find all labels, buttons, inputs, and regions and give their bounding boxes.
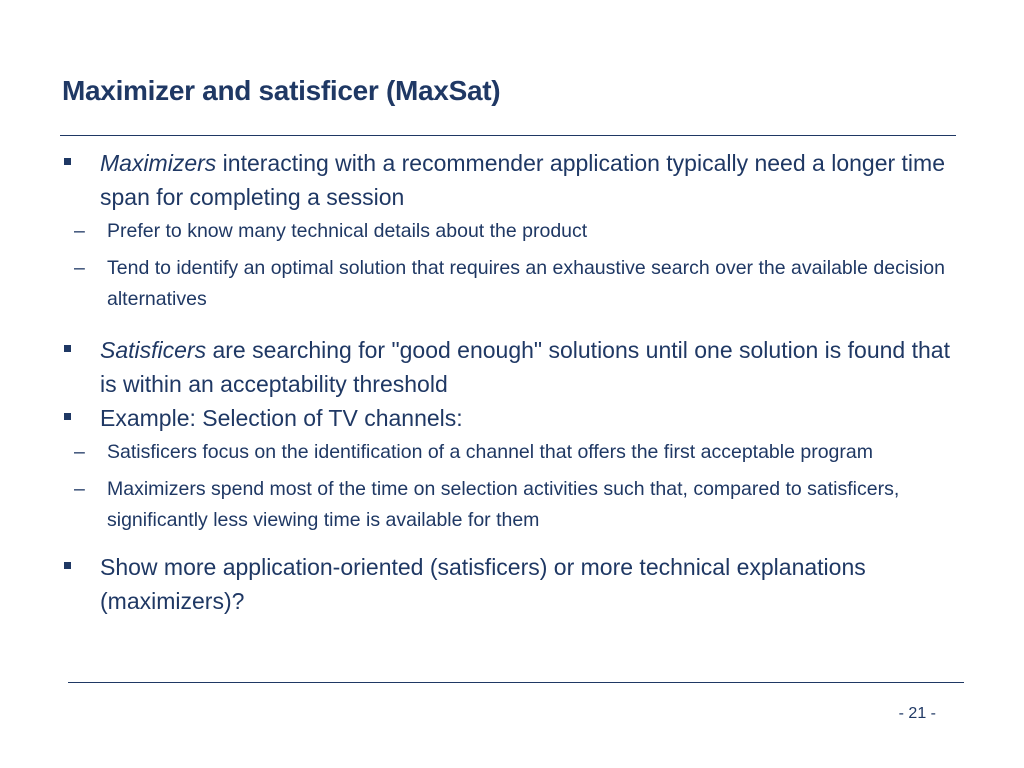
bullet-text: Example: Selection of TV channels: [100,405,463,431]
sub-item [62,437,952,468]
slide-title: Maximizer and satisficer (MaxSat) [62,75,501,106]
bullet-maximizers [62,146,952,214]
sub-item-text: Maximizers spend most of the time on selection activities such that, compared to satisficers, significantly less viewing time is available for them [107,478,900,531]
dash-marker: – [74,220,85,242]
dash-marker: – [74,441,85,463]
bullet-example [62,401,952,435]
sub-list-maximizers [62,216,952,315]
sub-item [62,216,952,247]
square-bullet-icon [64,158,71,165]
sub-item-text: Tend to identify an optimal solution that requires an exhaustive search over the available decision alternatives [107,257,945,310]
dash-marker: – [74,478,85,500]
term-maximizers: Maximizers [100,150,217,176]
square-bullet-icon [64,562,71,569]
sub-list-example [62,437,952,536]
title-divider [60,135,956,136]
sub-item [62,253,952,315]
square-bullet-icon [64,413,71,420]
bullet-satisficers [62,333,952,401]
sub-item [62,474,952,536]
footer-divider [68,682,964,683]
bullet-text: interacting with a recommender application typically need a longer time span for completing a session [100,150,945,210]
slide-body [62,146,952,618]
term-satisficers: Satisficers [100,337,207,363]
bullet-text: are searching for "good enough" solutions until one solution is found that is within an acceptability threshold [100,337,950,397]
page-number: - 21 - [898,705,936,722]
bullet-question [62,550,952,618]
sub-item-text: Prefer to know many technical details about the product [107,220,588,242]
dash-marker: – [74,257,85,279]
square-bullet-icon [64,345,71,352]
sub-item-text: Satisficers focus on the identification of a channel that offers the first acceptable program [107,441,873,463]
bullet-text: Show more application-oriented (satisficers) or more technical explanations (maximizers)? [100,554,866,614]
